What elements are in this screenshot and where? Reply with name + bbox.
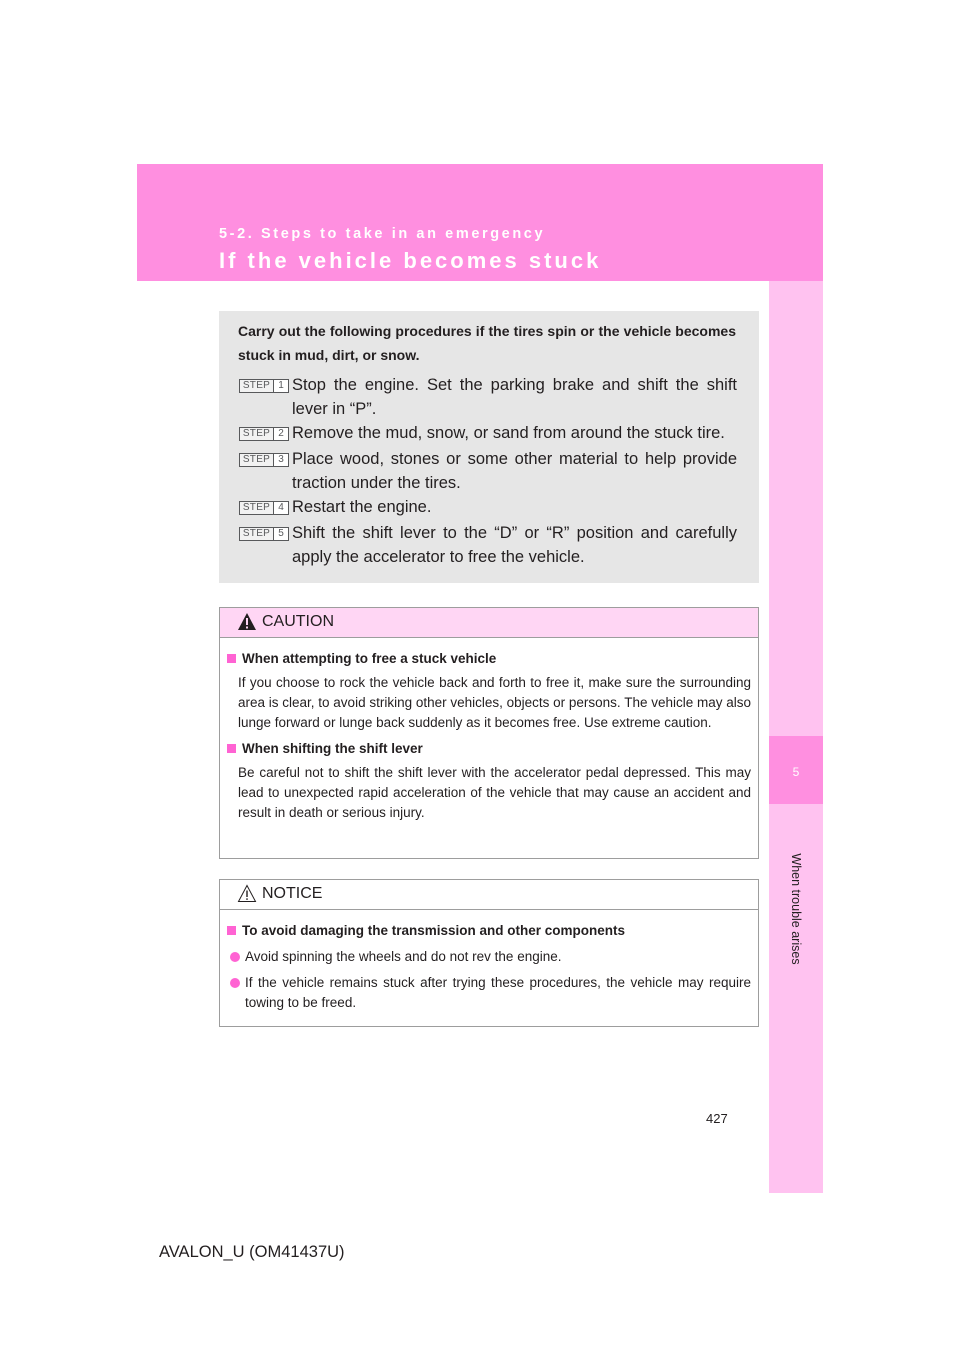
chapter-number-box	[769, 736, 823, 804]
step-badge	[239, 379, 289, 393]
notice-heading-text: To avoid damaging the transmission and other components	[242, 923, 626, 938]
step-text: Remove the mud, snow, or sand from around the stuck tire.	[292, 424, 725, 442]
warning-triangle-filled-icon	[237, 612, 257, 636]
caution-title: CAUTION	[262, 613, 334, 630]
page-number: 427	[706, 1111, 728, 1126]
step-badge-label: STEP	[242, 528, 271, 539]
step-badge-label: STEP	[242, 380, 271, 391]
notice-bullet	[230, 947, 751, 967]
step-badge	[239, 427, 289, 441]
caution-item-body: If you choose to rock the vehicle back and forth to free it, make sure the surrounding area is clear, to avoid striking other vehicles, objects or persons. The vehicle may also lunge forward or lunge back suddenly as it becomes free. Use extreme caution.	[238, 675, 751, 730]
caution-item-body: Be careful not to shift the shift lever with the accelerator pedal depressed. This may lead to unexpected rapid acceleration of the vehicle that may cause an accident and result in death or serious injury.	[238, 765, 751, 820]
header-band	[137, 164, 823, 281]
caution-item-heading-text: When attempting to free a stuck vehicle	[242, 651, 497, 666]
square-bullet-icon	[227, 654, 236, 663]
caution-item-heading-text: When shifting the shift lever	[242, 741, 423, 756]
round-bullet-icon	[230, 952, 240, 962]
caution-item-heading	[227, 649, 751, 669]
step-badge	[239, 453, 289, 467]
notice-bullet	[230, 973, 751, 1013]
procedure-intro: Carry out the following procedures if the tires spin or the vehicle becomes stuck in mud, dirt, or snow.	[238, 323, 736, 363]
notice-heading	[227, 921, 751, 941]
warning-triangle-outline-icon	[237, 884, 257, 908]
caution-box	[219, 607, 759, 859]
step-badge-number: 5	[273, 528, 288, 540]
notice-bullet-text: If the vehicle remains stuck after trying these procedures, the vehicle may require towing to be freed.	[245, 975, 751, 1010]
chapter-side-tab	[769, 281, 823, 1193]
step-text: Place wood, stones or some other material to help provide traction under the tires.	[292, 450, 737, 492]
section-label: 5-2. Steps to take in an emergency	[219, 226, 546, 242]
step-badge-label: STEP	[242, 428, 271, 439]
notice-bullet-text: Avoid spinning the wheels and do not rev the engine.	[245, 949, 562, 964]
notice-body	[220, 910, 758, 1013]
step-badge-number: 2	[273, 428, 288, 440]
step-badge-label: STEP	[242, 454, 271, 465]
notice-header	[220, 880, 758, 910]
page-title: If the vehicle becomes stuck	[219, 248, 602, 273]
chapter-title: When trouble arises	[789, 853, 803, 965]
caution-header	[220, 608, 758, 638]
step-text: Shift the shift lever to the “D” or “R” position and carefully apply the accelerator to free the vehicle.	[292, 524, 737, 566]
step-badge-label: STEP	[242, 502, 271, 513]
step-badge-number: 1	[273, 380, 288, 392]
step-badge	[239, 501, 289, 515]
step-text: Restart the engine.	[292, 498, 432, 516]
round-bullet-icon	[230, 978, 240, 988]
chapter-number: 5	[792, 765, 800, 779]
notice-title: NOTICE	[262, 885, 323, 902]
notice-box	[219, 879, 759, 1027]
procedure-box	[219, 311, 759, 583]
step-badge-number: 4	[273, 502, 288, 514]
step-badge	[239, 527, 289, 541]
step-text: Stop the engine. Set the parking brake and shift the shift lever in “P”.	[292, 376, 737, 418]
step-badge-number: 3	[273, 454, 288, 466]
square-bullet-icon	[227, 744, 236, 753]
caution-item-heading	[227, 739, 751, 759]
document-code: AVALON_U (OM41437U)	[159, 1243, 345, 1261]
caution-body	[220, 638, 758, 823]
square-bullet-icon	[227, 926, 236, 935]
